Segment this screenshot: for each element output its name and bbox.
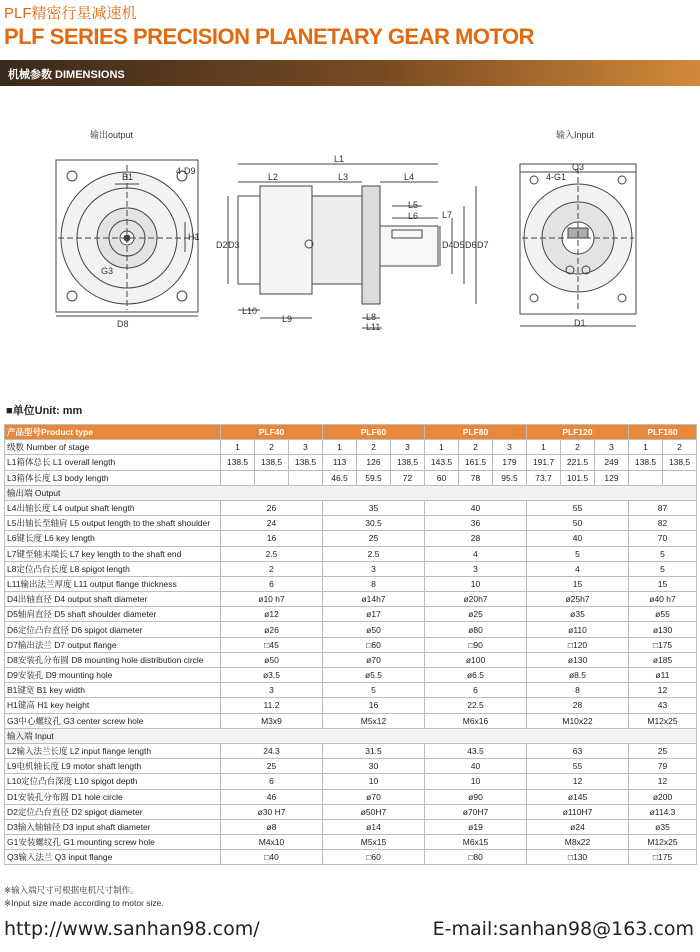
table-cell: ø110H7	[527, 804, 629, 819]
dim-d5: D5	[453, 240, 465, 250]
dim-l5: L5	[408, 200, 419, 210]
table-cell: ø130	[527, 652, 629, 667]
table-cell: ø35	[629, 819, 697, 834]
table-cell: 24.3	[221, 743, 323, 758]
table-row	[5, 637, 697, 652]
table-cell: 1	[527, 440, 561, 455]
header-cell: 产品型号Product type	[5, 425, 221, 440]
table-cell: 129	[595, 470, 629, 485]
table-cell: 63	[527, 743, 629, 758]
title-cn: PLF精密行星减速机	[4, 5, 137, 22]
table-row	[5, 470, 697, 485]
dim-g3: G3	[101, 266, 114, 276]
table-cell: 138.5	[663, 455, 697, 470]
table-cell: □60	[323, 850, 425, 865]
table-cell: ø145	[527, 789, 629, 804]
dim-l2: L2	[268, 172, 279, 182]
table-cell: 2	[561, 440, 595, 455]
table-cell: ø80	[425, 622, 527, 637]
table-cell: ø24	[527, 819, 629, 834]
table-row	[5, 759, 697, 774]
table-cell: 221.5	[561, 455, 595, 470]
table-row	[5, 804, 697, 819]
table-cell: ø50	[221, 652, 323, 667]
table-cell: 101.5	[561, 470, 595, 485]
table-cell: 2.5	[221, 546, 323, 561]
table-cell: □40	[221, 850, 323, 865]
table-cell: 4	[425, 546, 527, 561]
header-cell: PLF40	[221, 425, 323, 440]
table-cell: ø50H7	[323, 804, 425, 819]
table-cell: 6	[425, 683, 527, 698]
table-cell: 4	[527, 561, 629, 576]
dim-h1: H1	[188, 232, 200, 242]
table-cell: 5	[629, 546, 697, 561]
row-label: L8定位凸台长度 L8 spigot length	[5, 561, 221, 576]
table-cell: 28	[425, 531, 527, 546]
row-label: L3箱体长度 L3 body length	[5, 470, 221, 485]
table-cell: 8	[323, 576, 425, 591]
table-cell: 2	[255, 440, 289, 455]
table-cell: ø8	[221, 819, 323, 834]
row-label: D5轴肩直径 D5 shaft shoulder diameter	[5, 607, 221, 622]
row-label: L7键至轴末端长 L7 key length to the shaft end	[5, 546, 221, 561]
table-cell: 25	[221, 759, 323, 774]
table-cell: ø26	[221, 622, 323, 637]
table-cell: 5	[527, 546, 629, 561]
table-cell: □175	[629, 850, 697, 865]
dim-l11: L11	[366, 322, 381, 332]
table-row	[5, 652, 697, 667]
title-en: PLF SERIES PRECISION PLANETARY GEAR MOTOR	[4, 24, 534, 49]
table-row	[5, 576, 697, 591]
dim-l9: L9	[282, 314, 293, 324]
header-cell: PLF80	[425, 425, 527, 440]
table-cell: 138.5	[289, 455, 323, 470]
table-cell: 12	[527, 774, 629, 789]
table-cell: M6x16	[425, 713, 527, 728]
table-row	[5, 440, 697, 455]
table-cell: 2.5	[323, 546, 425, 561]
table-cell: 72	[391, 470, 425, 485]
table-cell: M12x25	[629, 713, 697, 728]
table-cell: 30.5	[323, 516, 425, 531]
table-cell: 113	[323, 455, 357, 470]
table-cell: 138.5	[629, 455, 663, 470]
table-row	[5, 774, 697, 789]
row-label: H1键高 H1 key height	[5, 698, 221, 713]
table-cell: □130	[527, 850, 629, 865]
table-cell	[255, 470, 289, 485]
header-cell: PLF120	[527, 425, 629, 440]
header-cell: PLF60	[323, 425, 425, 440]
table-cell: 138.5	[255, 455, 289, 470]
table-cell: ø70	[323, 789, 425, 804]
row-label: Q3输入法兰 Q3 input flange	[5, 850, 221, 865]
row-label: L10定位凸台深度 L10 spigot depth	[5, 774, 221, 789]
table-cell: 40	[425, 500, 527, 515]
table-cell: 191.7	[527, 455, 561, 470]
table-cell: ø50	[323, 622, 425, 637]
row-label: D7输出法兰 D7 output flange	[5, 637, 221, 652]
table-cell: 1	[629, 440, 663, 455]
table-cell: 25	[629, 743, 697, 758]
table-cell: 126	[357, 455, 391, 470]
table-cell: M3x9	[221, 713, 323, 728]
table-cell: 24	[221, 516, 323, 531]
table-cell: 16	[221, 531, 323, 546]
table-cell: M5x15	[323, 835, 425, 850]
table-row	[5, 698, 697, 713]
table-cell: 22.5	[425, 698, 527, 713]
table-cell: □60	[323, 637, 425, 652]
table-cell: 15	[629, 576, 697, 591]
table-cell: 12	[629, 683, 697, 698]
table-cell: 10	[323, 774, 425, 789]
table-cell: ø110	[527, 622, 629, 637]
table-cell: 5	[629, 561, 697, 576]
dim-l6: L6	[408, 211, 419, 221]
note-en: ※Input size made according to motor size.	[4, 898, 164, 908]
table-cell: ø200	[629, 789, 697, 804]
table-row	[5, 713, 697, 728]
table-row	[5, 743, 697, 758]
table-cell: 28	[527, 698, 629, 713]
table-cell: □80	[425, 850, 527, 865]
table-cell: 46.5	[323, 470, 357, 485]
table-cell: M10x22	[527, 713, 629, 728]
row-label: L2输入法兰长度 L2 input flange length	[5, 743, 221, 758]
table-row	[5, 546, 697, 561]
table-cell: 3	[595, 440, 629, 455]
row-label: B1键宽 B1 key width	[5, 683, 221, 698]
dim-d6: D6	[465, 240, 477, 250]
table-cell: 70	[629, 531, 697, 546]
table-cell: ø5.5	[323, 668, 425, 683]
table-cell: 79	[629, 759, 697, 774]
table-cell: M4x10	[221, 835, 323, 850]
table-row	[5, 516, 697, 531]
table-cell: ø11	[629, 668, 697, 683]
dim-d7: D7	[477, 240, 489, 250]
table-cell: 161.5	[459, 455, 493, 470]
table-cell: ø3.5	[221, 668, 323, 683]
table-cell: ø55	[629, 607, 697, 622]
table-cell: ø130	[629, 622, 697, 637]
table-cell: ø30 H7	[221, 804, 323, 819]
table-cell: 50	[527, 516, 629, 531]
table-cell: 3	[493, 440, 527, 455]
table-cell: 249	[595, 455, 629, 470]
table-row	[5, 835, 697, 850]
table-cell: □45	[221, 637, 323, 652]
table-cell: □90	[425, 637, 527, 652]
table-cell: 40	[527, 531, 629, 546]
table-cell: ø90	[425, 789, 527, 804]
table-cell: 2	[459, 440, 493, 455]
table-row	[5, 531, 697, 546]
table-row	[5, 668, 697, 683]
table-cell	[663, 470, 697, 485]
table-cell: ø25h7	[527, 592, 629, 607]
row-label: L5出轴长至轴肩 L5 output length to the shaft shoulder	[5, 516, 221, 531]
table-cell: 59.5	[357, 470, 391, 485]
table-cell: M5x12	[323, 713, 425, 728]
table-row	[5, 607, 697, 622]
row-label: L4出轴长度 L4 output shaft length	[5, 500, 221, 515]
table-cell: ø10 h7	[221, 592, 323, 607]
footer-website[interactable]: http://www.sanhan98.com/	[4, 918, 260, 940]
table-cell: ø35	[527, 607, 629, 622]
table-cell: ø8.5	[527, 668, 629, 683]
row-label: D8安装孔分布圆 D8 mounting hole distribution circle	[5, 652, 221, 667]
row-label: D6定位凸台直径 D6 spigot diameter	[5, 622, 221, 637]
table-cell: 16	[323, 698, 425, 713]
input-view-label: 输入Input	[556, 130, 595, 140]
table-cell: 30	[323, 759, 425, 774]
table-cell: 2	[357, 440, 391, 455]
dim-d1: D1	[574, 318, 586, 328]
table-cell: 138.5	[391, 455, 425, 470]
row-label: L1箱体总长 L1 overall length	[5, 455, 221, 470]
table-cell: 1	[221, 440, 255, 455]
table-cell	[289, 470, 323, 485]
table-header-row	[5, 425, 697, 440]
dim-l7: L7	[442, 210, 453, 220]
table-cell: ø14	[323, 819, 425, 834]
table-cell: 31.5	[323, 743, 425, 758]
table-row	[5, 622, 697, 637]
dim-d4: D4	[442, 240, 454, 250]
header-cell: PLF160	[629, 425, 697, 440]
spec-table	[4, 424, 697, 865]
table-cell: 36	[425, 516, 527, 531]
table-cell: 3	[391, 440, 425, 455]
table-cell: ø25	[425, 607, 527, 622]
table-cell: 26	[221, 500, 323, 515]
table-cell: 43.5	[425, 743, 527, 758]
table-cell	[221, 470, 255, 485]
table-cell: 3	[289, 440, 323, 455]
dim-l10: L10	[242, 306, 258, 316]
table-cell: 3	[425, 561, 527, 576]
table-row	[5, 500, 697, 515]
row-label: L9电机轴长度 L9 motor shaft length	[5, 759, 221, 774]
table-row	[5, 455, 697, 470]
table-row	[5, 850, 697, 865]
table-row	[5, 592, 697, 607]
dim-l3: L3	[338, 172, 349, 182]
row-label: D2定位凸台直径 D2 spigot diameter	[5, 804, 221, 819]
table-cell	[629, 470, 663, 485]
row-label: D4出轴直径 D4 output shaft diameter	[5, 592, 221, 607]
table-cell: 2	[663, 440, 697, 455]
table-cell: ø17	[323, 607, 425, 622]
table-cell: 15	[527, 576, 629, 591]
table-cell: ø20h7	[425, 592, 527, 607]
dim-g1: 4-G1	[546, 172, 567, 182]
table-cell: 12	[629, 774, 697, 789]
table-cell: 6	[221, 576, 323, 591]
table-cell: 11.2	[221, 698, 323, 713]
table-cell: 87	[629, 500, 697, 515]
dim-b1: B1	[122, 172, 134, 182]
dim-q3: Q3	[572, 162, 585, 172]
output-view-label: 输出output	[90, 130, 134, 140]
section-label: 输入端 Input	[5, 728, 697, 743]
table-cell: 55	[527, 500, 629, 515]
table-cell: □175	[629, 637, 697, 652]
table-cell: ø6.5	[425, 668, 527, 683]
row-label: D3输入轴轴径 D3 input shaft diameter	[5, 819, 221, 834]
table-cell: M12x25	[629, 835, 697, 850]
dim-l1: L1	[334, 154, 345, 164]
dim-d3: D3	[228, 240, 240, 250]
section-row	[5, 728, 697, 743]
table-cell: 40	[425, 759, 527, 774]
table-cell: M8x22	[527, 835, 629, 850]
table-cell: ø12	[221, 607, 323, 622]
unit-label: ■单位Unit: mm	[6, 405, 83, 417]
table-cell: 25	[323, 531, 425, 546]
row-label: L11输出法兰厚度 L11 output flange thickness	[5, 576, 221, 591]
table-cell: 73.7	[527, 470, 561, 485]
table-cell: 10	[425, 576, 527, 591]
table-cell: 6	[221, 774, 323, 789]
table-cell: □120	[527, 637, 629, 652]
table-cell: 55	[527, 759, 629, 774]
row-label: D9安装孔 D9 mounting hole	[5, 668, 221, 683]
table-cell: ø70	[323, 652, 425, 667]
table-cell: ø70H7	[425, 804, 527, 819]
table-cell: 10	[425, 774, 527, 789]
table-cell: 179	[493, 455, 527, 470]
dim-l8: L8	[366, 312, 377, 322]
footer-email[interactable]: E-mail:sanhan98@163.com	[432, 918, 694, 940]
table-cell: ø185	[629, 652, 697, 667]
dim-d8: D8	[117, 319, 129, 329]
table-cell: ø40 h7	[629, 592, 697, 607]
note-cn: ※输入端尺寸可根据电机尺寸制作。	[4, 885, 139, 895]
dimension-drawing	[0, 0, 700, 400]
table-cell: ø100	[425, 652, 527, 667]
table-cell: 8	[527, 683, 629, 698]
table-cell: 1	[323, 440, 357, 455]
row-label: L6键长度 L6 key length	[5, 531, 221, 546]
row-label: G3中心螺纹孔 G3 center screw hole	[5, 713, 221, 728]
table-cell: 2	[221, 561, 323, 576]
table-row	[5, 561, 697, 576]
table-cell: ø114.3	[629, 804, 697, 819]
row-label: D1安装孔分布圆 D1 hole circle	[5, 789, 221, 804]
table-cell: 3	[221, 683, 323, 698]
section-row	[5, 485, 697, 500]
row-label: 级数 Number of stage	[5, 440, 221, 455]
table-cell: 35	[323, 500, 425, 515]
table-cell: 5	[323, 683, 425, 698]
table-cell: 78	[459, 470, 493, 485]
dim-d2: D2	[216, 240, 228, 250]
row-label: G1安装螺纹孔 G1 mounting screw hole	[5, 835, 221, 850]
table-cell: 1	[425, 440, 459, 455]
table-row	[5, 819, 697, 834]
table-cell: 143.5	[425, 455, 459, 470]
section-title: 机械参数 DIMENSIONS	[8, 69, 125, 81]
table-cell: 60	[425, 470, 459, 485]
dim-d9: 4-D9	[176, 166, 196, 176]
table-cell: ø19	[425, 819, 527, 834]
dim-l4: L4	[404, 172, 415, 182]
table-cell: 82	[629, 516, 697, 531]
section-label: 输出端 Output	[5, 485, 697, 500]
table-cell: ø14h7	[323, 592, 425, 607]
table-cell: 95.5	[493, 470, 527, 485]
table-row	[5, 789, 697, 804]
table-cell: 138.5	[221, 455, 255, 470]
table-cell: 3	[323, 561, 425, 576]
table-cell: 43	[629, 698, 697, 713]
table-cell: M6x15	[425, 835, 527, 850]
table-cell: 46	[221, 789, 323, 804]
table-row	[5, 683, 697, 698]
